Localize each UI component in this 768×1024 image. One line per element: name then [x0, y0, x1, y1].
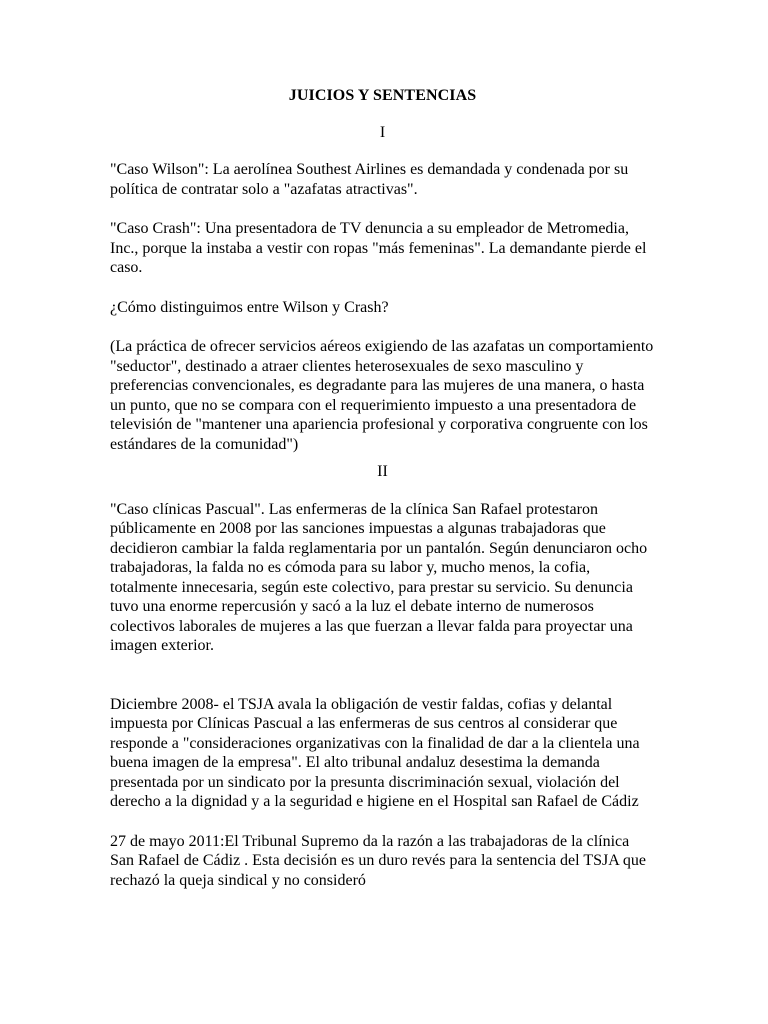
paragraph-caso-pascual: "Caso clínicas Pascual". Las enfermeras de la clínica San Rafael protestaron públicamente en 2008 por las sanciones impuestas a algunas trabajadoras que decidieron cambiar la falda reglamentaria por un pantalón. Según denunciaron ocho trabajadoras, la falda no es cómoda para su labor y, mucho menos, la cofia, totalmente innecesaria, según este colectivo, para prestar su servicio. Su denuncia tuvo una enorme repercusión y sacó a la luz el debate interno de numerosos colectivos laborales de mujeres a las que fuerzan a llevar falda para proyectar una imagen exterior.: [110, 500, 648, 654]
document-page: [110, 86, 655, 910]
document-title: JUICIOS Y SENTENCIAS: [288, 87, 477, 104]
paragraph-caso-crash: "Caso Crash": Una presentadora de TV denuncia a su empleador de Metromedia, Inc., porque la instaba a vestir con ropas "más femeninas". La demandante pierde el caso.: [110, 220, 647, 276]
paragraph-explanation: (La práctica de ofrecer servicios aéreos exigiendo de las azafatas un comportamiento "seductor", destinado a atraer clientes heterosexuales de sexo masculino y preferencias convencionales, es degradante para las mujeres de una manera, o hasta un punto, que no se compara con el requerimiento impuesto a una presentadora de televisión de "mantener una apariencia profesional y corporativa congruente con los estándares de la comunidad"): [110, 338, 654, 453]
section-number-2: II: [377, 463, 388, 480]
paragraph-supremo-2011: 27 de mayo 2011:El Tribunal Supremo da la razón a las trabajadoras de la clínica San Rafael de Cádiz . Esta decisión es un duro revés para la sentencia del TSJA que rechazó la queja sindical y no consideró: [110, 832, 646, 889]
section-number-1: I: [379, 123, 386, 141]
paragraph-caso-wilson: "Caso Wilson": La aerolínea Southest Airlines es demandada y condenada por su política de contratar solo a "azafatas atractivas".: [110, 161, 629, 198]
paragraph-tsja-2008: Diciembre 2008- el TSJA avala la obligación de vestir faldas, cofias y delantal impuesta por Clínicas Pascual a las enfermeras de sus centros al considerar que responde a "consideraciones organizativas con la finalidad de dar a la clientela una buena imagen de la empresa". El alto tribunal andaluz desestima la demanda presentada por un sindicato por la presunta discriminación sexual, violación del derecho a la dignidad y a la seguridad e higiene en el Hospital san Rafael de Cádiz: [110, 695, 640, 810]
paragraph-question: ¿Cómo distinguimos entre Wilson y Crash?: [110, 298, 389, 316]
